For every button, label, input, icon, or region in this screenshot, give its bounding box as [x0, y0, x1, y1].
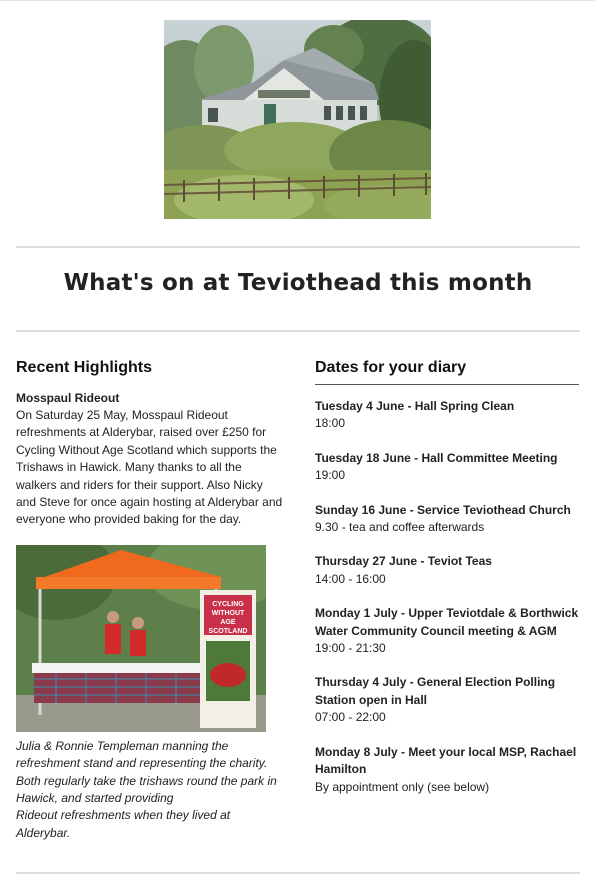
event-detail: 9.30 - tea and coffee afterwards — [315, 520, 485, 535]
banner-text: CYCLING — [212, 600, 244, 608]
event-title: Monday 1 July - Upper Teviotdale & Borthwick Water Community Council meeting & AGM — [315, 606, 579, 638]
diary-heading: Dates for your diary — [315, 358, 579, 385]
event-title: Sunday 16 June - Service Teviothead Church — [315, 502, 571, 517]
event-title: Monday 8 July - Meet your local MSP, Rachael Hamilton — [315, 744, 577, 777]
page-title: What's on at Teviothead this month — [63, 270, 533, 296]
event-detail: 19:00 — [315, 468, 346, 483]
diary-event — [315, 744, 585, 796]
divider-middle — [16, 330, 580, 332]
event-detail: 18:00 — [315, 416, 346, 431]
stand-illustration — [16, 545, 266, 732]
diary-event — [315, 398, 585, 433]
highlight-item-title: Mosspaul Rideout — [16, 391, 120, 405]
event-title: Thursday 27 June - Teviot Teas — [315, 554, 492, 569]
event-detail: 19:00 - 21:30 — [315, 641, 386, 656]
event-title: Tuesday 4 June - Hall Spring Clean — [315, 399, 515, 413]
diary-event — [315, 674, 585, 726]
svg-text:SCOTLAND: SCOTLAND — [208, 627, 248, 635]
event-detail: 07:00 - 22:00 — [315, 710, 386, 725]
event-title: Thursday 4 July - General Election Polling Station open in Hall — [315, 675, 556, 707]
village-hall-painting — [164, 20, 431, 219]
divider-bottom — [16, 872, 580, 874]
top-border — [0, 0, 595, 1]
event-detail: By appointment only (see below) — [315, 779, 490, 794]
diary-event — [315, 605, 585, 657]
event-title: Tuesday 18 June - Hall Committee Meeting — [315, 450, 558, 465]
divider-top — [16, 246, 580, 248]
caption-line-2: Rideout refreshments when they lived at Alderybar. — [16, 808, 231, 840]
recent-highlights-section — [16, 358, 284, 842]
event-detail: 14:00 - 16:00 — [315, 571, 386, 586]
caption-line-1: Julia & Ronnie Templeman manning the refreshment stand and representing the charity. Both regularly take the trishaws round the park in Hawick, and started providing — [16, 738, 277, 806]
diary-section — [315, 358, 585, 796]
photo-caption — [16, 738, 284, 842]
highlight-item-body: On Saturday 25 May, Mosspaul Rideout refreshments at Alderybar, raised over £250 for Cycling Without Age Scotland which supports the Trishaws in Hawick. Many thanks to all the walkers and riders for their support. Also Nicky and Steve for once again hosting at Alderybar and everyone who provided baking for the day. — [16, 408, 283, 527]
svg-text:AGE: AGE — [220, 618, 236, 626]
diary-event — [315, 502, 585, 537]
diary-event — [315, 450, 585, 485]
svg-text:WITHOUT: WITHOUT — [211, 609, 245, 617]
refreshment-stand-photo — [16, 545, 266, 732]
highlights-heading: Recent Highlights — [16, 359, 153, 376]
diary-event — [315, 553, 585, 588]
hall-illustration — [164, 20, 431, 219]
